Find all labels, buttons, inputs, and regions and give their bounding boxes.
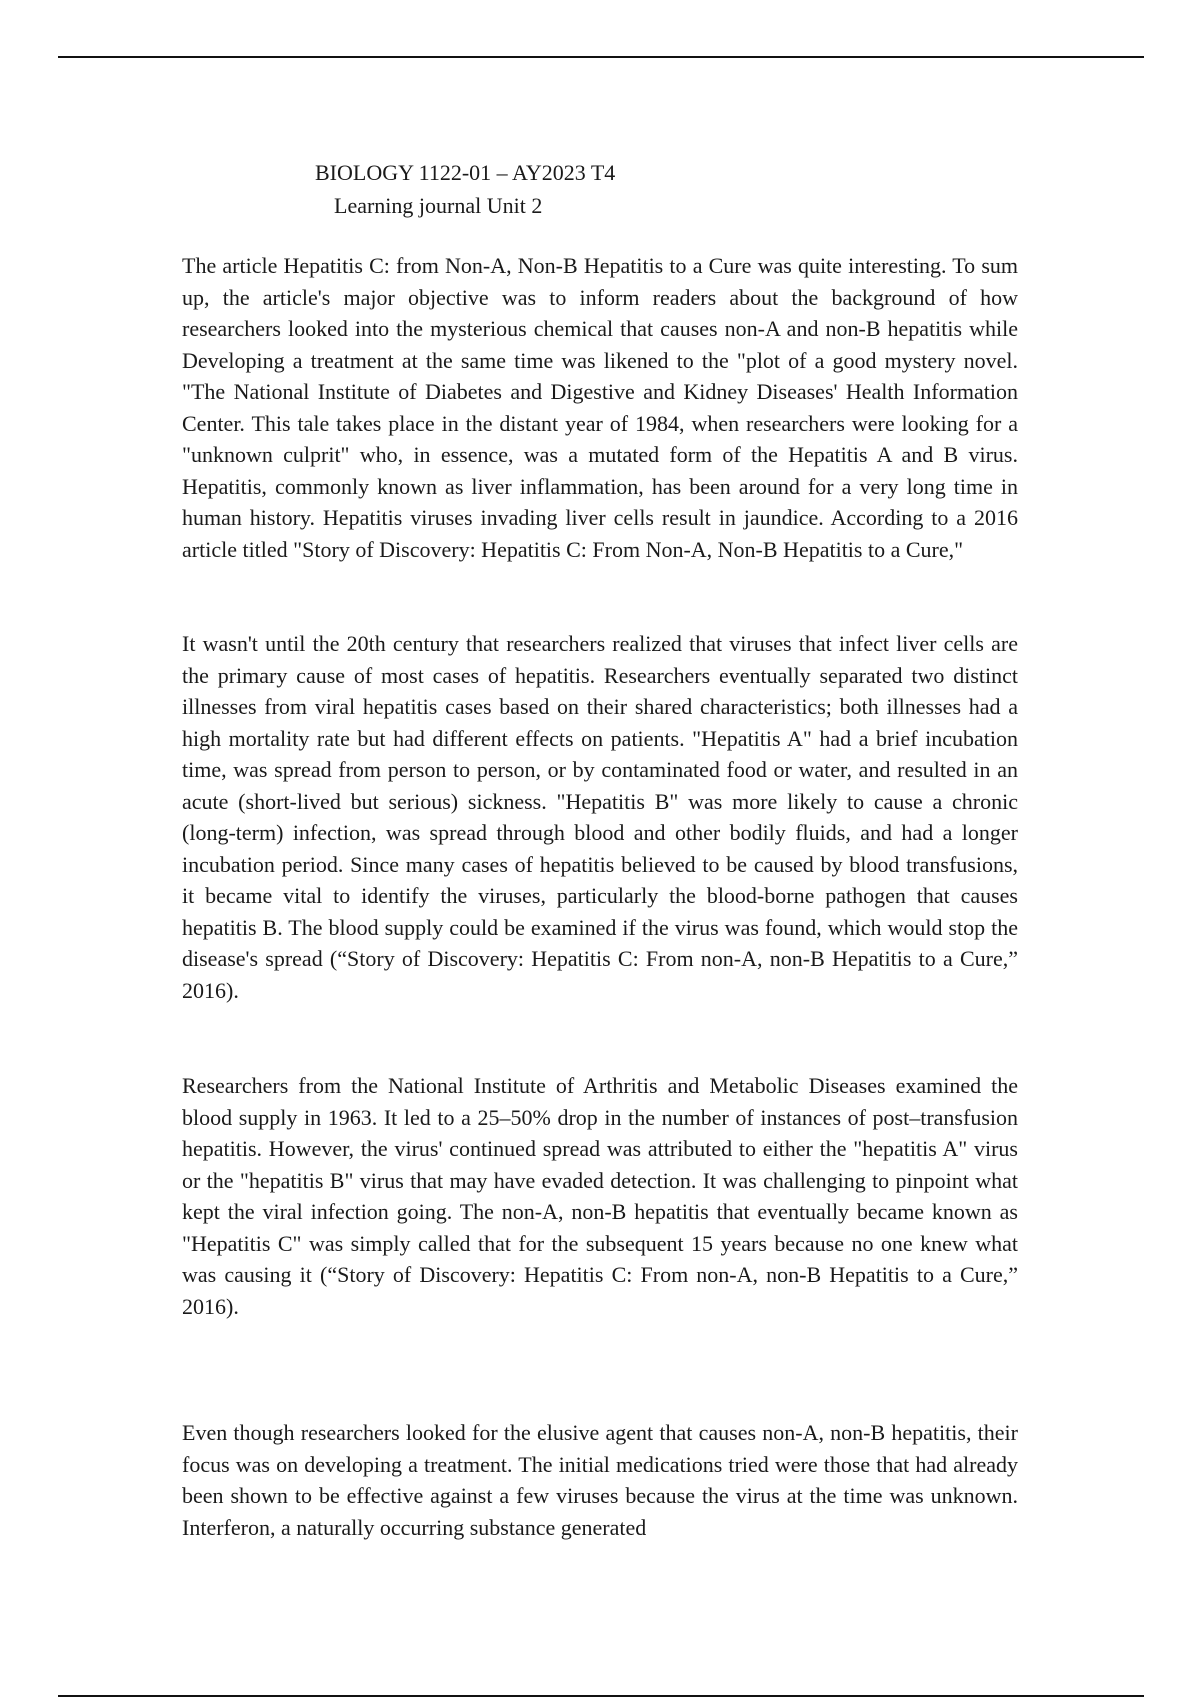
paragraph-3: Researchers from the National Institute of Arthritis and Metabolic Diseases examined the blood supply in 1963. It led to a 25–50% drop in the number of instances of post–transfusion hepatitis. However, the virus' continued spread was attributed to either the "hepatitis A" virus or the "hepatitis B" virus that may have evaded detection. It was challenging to pinpoint what kept the viral infection going. The non-A, non-B hepatitis that eventually became known as "Hepatitis C" was simply called that for the subsequent 15 years because no one knew what was causing it (“Story of Discovery: Hepatitis C: From non-A, non-B Hepatitis to a Cure,” 2016). [182, 1073, 1018, 1319]
bottom-page-rule [58, 1695, 1144, 1697]
paragraph-2: It wasn't until the 20th century that researchers realized that viruses that infect liver cells are the primary cause of most cases of hepatitis. Researchers eventually separated two distinct illnesses from viral hepatitis cases based on their shared characteristics; both illnesses had a high mortality rate but had different effects on patients. "Hepatitis A" had a brief incubation time, was spread from person to person, or by contaminated food or water, and resulted in an acute (short-lived but serious) sickness. "Hepatitis B" was more likely to cause a chronic (long-term) infection, was spread through blood and other bodily fluids, and had a longer incubation period. Since many cases of hepatitis believed to be caused by blood transfusions, it became vital to identify the viruses, particularly the blood-borne pathogen that causes hepatitis B. The blood supply could be examined if the virus was found, which would stop the disease's spread (“Story of Discovery: Hepatitis C: From non-A, non-B Hepatitis to a Cure,” 2016). [182, 631, 1018, 1003]
document-heading [315, 156, 615, 222]
journal-title: Learning journal Unit 2 [334, 193, 543, 218]
paragraph-1: The article Hepatitis C: from Non-A, Non-B Hepatitis to a Cure was quite interesting. To sum up, the article's major objective was to inform readers about the background of how researchers looked into the mysterious chemical that causes non-A and non-B hepatitis while Developing a treatment at the same time was likened to the "plot of a good mystery novel. "The National Institute of Diabetes and Digestive and Kidney Diseases' Health Information Center. This tale takes place in the distant year of 1984, when researchers were looking for a "unknown culprit" who, in essence, was a mutated form of the Hepatitis A and B virus. Hepatitis, commonly known as liver inflammation, has been around for a very long time in human history. Hepatitis viruses invading liver cells result in jaundice. According to a 2016 article titled "Story of Discovery: Hepatitis C: From Non-A, Non-B Hepatitis to a Cure," [182, 253, 1018, 562]
top-page-rule [58, 56, 1144, 58]
course-title: BIOLOGY 1122-01 – AY2023 T4 [315, 160, 616, 185]
paragraph-4: Even though researchers looked for the elusive agent that causes non-A, non-B hepatitis, their focus was on developing a treatment. The initial medications tried were those that had already been shown to be effective against a few viruses because the virus at the time was unknown. Interferon, a naturally occurring substance generated [182, 1420, 1018, 1540]
